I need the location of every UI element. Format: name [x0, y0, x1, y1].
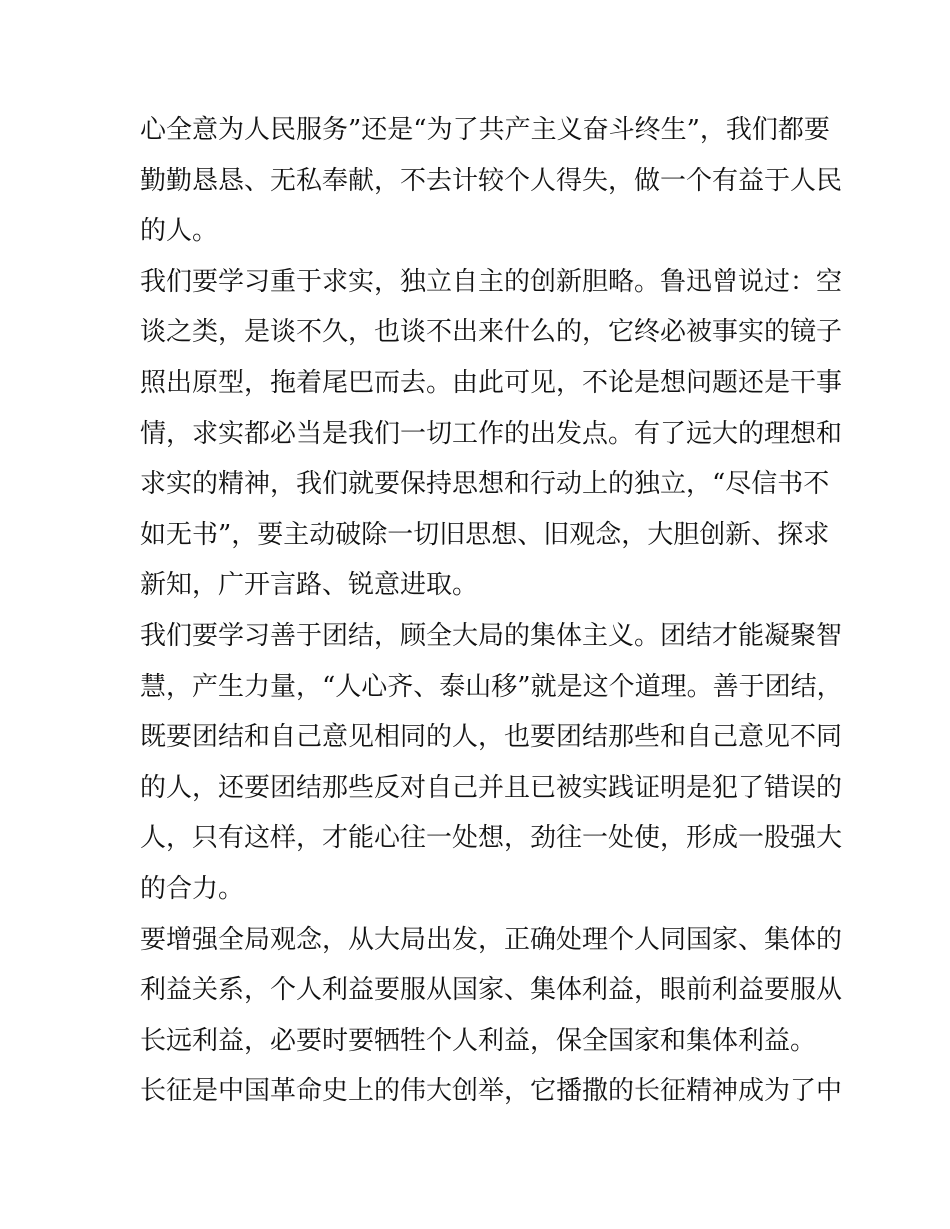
text-line: 要增强全局观念，从大局出发，正确处理个人同国家、集体的: [140, 924, 843, 955]
text-line: 的合力。: [140, 873, 245, 904]
text-line: 我们要学习重于求实，独立自主的创新胆略。鲁迅曾说过：空: [140, 266, 843, 297]
text-line: 我们要学习善于团结，顾全大局的集体主义。团结才能凝聚智: [140, 620, 843, 651]
text-line: 如无书”，要主动破除一切旧思想、旧观念，大胆创新、探求: [140, 519, 830, 550]
text-line: 求实的精神，我们就要保持思想和行动上的独立，“尽信书不: [140, 469, 830, 500]
text-line: 长征是中国革命史上的伟大创举，它播撒的长征精神成为了中: [140, 1076, 843, 1107]
text-line: 长远利益，必要时要牺牲个人利益，保全国家和集体利益。: [140, 1025, 817, 1056]
text-line: 谈之类，是谈不久，也谈不出来什么的，它终必被事实的镜子: [140, 317, 843, 348]
text-line: 的人。: [140, 216, 219, 247]
body-text: [140, 112, 843, 1124]
text-line: 照出原型，拖着尾巴而去。由此可见，不论是想问题还是干事: [140, 367, 843, 398]
text-line: 人，只有这样，才能心往一处想，劲往一处使，形成一股强大: [140, 823, 843, 854]
text-line: 勤勤恳恳、无私奉献，不去计较个人得失，做一个有益于人民: [140, 165, 843, 196]
text-line: 情，求实都必当是我们一切工作的出发点。有了远大的理想和: [140, 418, 843, 449]
text-line: 既要团结和自己意见相同的人，也要团结那些和自己意见不同: [140, 722, 843, 753]
text-line: 慧，产生力量，“人心齐、泰山移”就是这个道理。善于团结，: [140, 671, 843, 702]
text-line: 的人，还要团结那些反对自己并且已被实践证明是犯了错误的: [140, 772, 843, 803]
text-line: 新知，广开言路、锐意进取。: [140, 570, 479, 601]
text-line: 心全意为人民服务”还是“为了共产主义奋斗终生”，我们都要: [140, 115, 830, 145]
text-line: 利益关系，个人利益要服从国家、集体利益，眼前利益要服从: [140, 975, 843, 1006]
